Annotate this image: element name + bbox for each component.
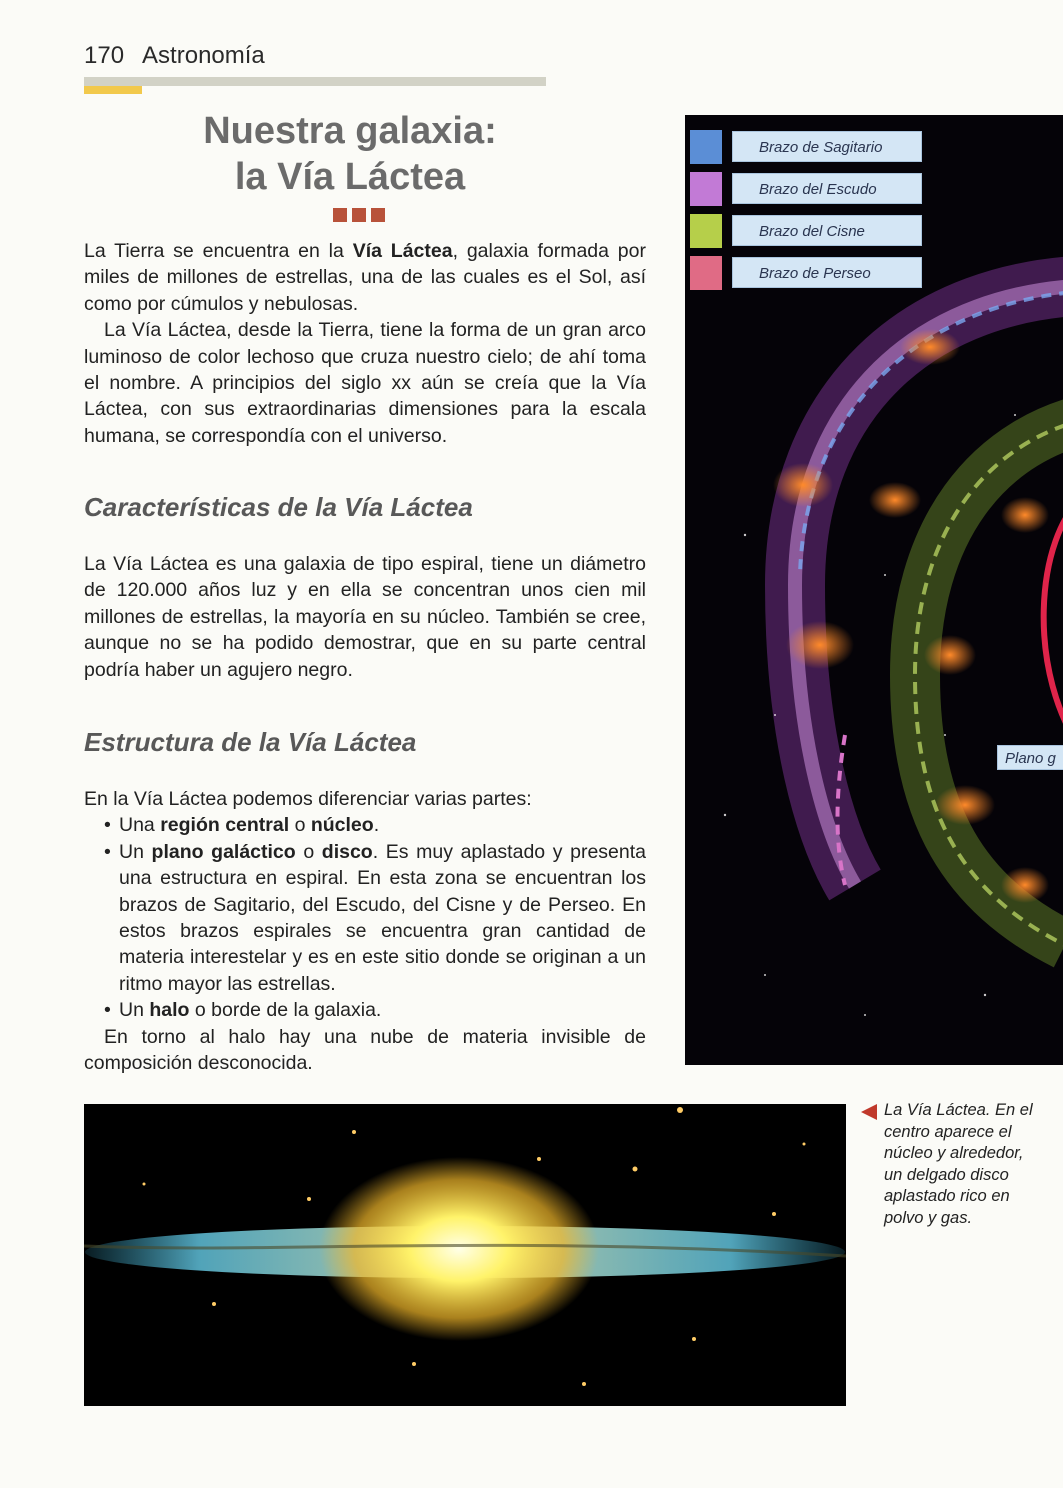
legend-label-perseo: Brazo de Perseo	[732, 257, 922, 288]
section-heading-caracteristicas: Características de la Vía Láctea	[84, 492, 473, 522]
legend-swatch-cisne	[690, 214, 722, 248]
legend-swatch-escudo	[690, 172, 722, 206]
list-item: • Un plano galáctico o disco. Es muy aplastado y presenta una estructura en espiral. En esta zona se encuentran los brazos de Sagitario, del Escudo, del Cisne y de Perseo. En estos brazos espirales se encuentra gran cantidad de materia interestelar y es en este sitio donde se originan a un ritmo mayor las estrellas.	[84, 839, 646, 997]
galaxy-edge-on-image	[84, 1104, 846, 1406]
section-name: Astronomía	[142, 42, 265, 69]
page-header	[84, 42, 265, 70]
estructura-text	[84, 786, 646, 1076]
legend-label-cisne: Brazo del Cisne	[732, 215, 922, 246]
caption-line: un delgado disco	[884, 1165, 1009, 1184]
title-ornament	[333, 208, 390, 227]
legend-label-sagitario: Brazo de Sagitario	[732, 131, 922, 162]
caracteristicas-text	[84, 551, 646, 683]
legend-label-escudo: Brazo del Escudo	[732, 173, 922, 204]
intro-paragraph-1: La Tierra se encuentra en la Vía Láctea, galaxia formada por miles de millones de estrellas, una de las cuales es el Sol, así como por cúmulos y nebulosas.	[84, 240, 646, 315]
header-rule	[84, 77, 546, 86]
estructura-closing: En torno al halo hay una nube de materia invisible de composición desconocida.	[84, 1025, 646, 1075]
figure-caption	[884, 1100, 1054, 1229]
page-title	[84, 108, 616, 200]
page-number: 170	[84, 42, 125, 69]
section-heading-estructura: Estructura de la Vía Láctea	[84, 727, 417, 757]
intro-text	[84, 238, 646, 449]
intro-paragraph-2: La Vía Láctea, desde la Tierra, tiene la forma de un gran arco luminoso de color lechoso que cruza nuestro cielo; de ahí toma el nombre. A principios del siglo xx aún se creía que la Vía Láctea, con sus extraordinarias dimensiones para la escala humana, se correspondía con el universo.	[84, 319, 646, 447]
estructura-list	[84, 812, 646, 1023]
legend-swatch-perseo	[690, 256, 722, 290]
legend-swatch-sagitario	[690, 130, 722, 164]
caption-line: aplastado rico en	[884, 1187, 1010, 1205]
spiral-arms-illustration	[685, 115, 1063, 1065]
caption-line: polvo y gas.	[884, 1208, 973, 1227]
list-item: • Un halo o borde de la galaxia.	[84, 997, 646, 1023]
list-item: • Una región central o núcleo.	[84, 812, 646, 838]
plano-galactico-label: Plano g	[997, 745, 1063, 770]
caracteristicas-paragraph: La Vía Láctea es una galaxia de tipo espiral, tiene un diámetro de 120.000 años luz y en ella se concentran unos cien mil millones de estrellas, la mayoría en su núcleo. También se cree, aunque no se ha podido demostrar, que en su parte central podría haber un agujero negro.	[84, 553, 646, 681]
title-line-1: Nuestra galaxia:	[203, 110, 497, 152]
caption-line: centro aparece el	[884, 1122, 1012, 1141]
estructura-intro: En la Vía Láctea podemos diferenciar varias partes:	[84, 788, 532, 810]
caption-line: La Vía Láctea. En el	[884, 1101, 1033, 1119]
header-accent	[84, 86, 142, 94]
galaxy-edge-on-artwork	[84, 1104, 846, 1406]
title-line-2: la Vía Láctea	[234, 156, 466, 198]
caption-arrow-icon	[861, 1104, 877, 1120]
caption-line: núcleo y alrededor,	[884, 1144, 1024, 1162]
